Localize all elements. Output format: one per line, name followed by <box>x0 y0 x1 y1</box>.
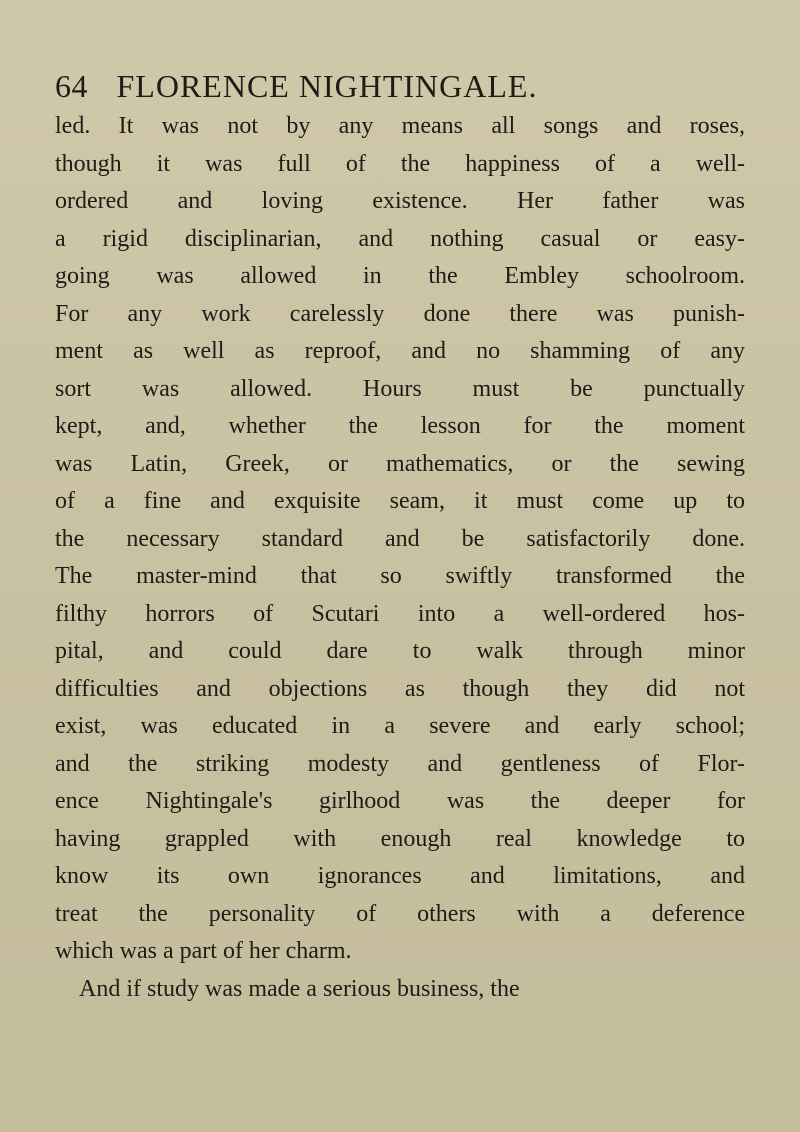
text-line: led. It was not by any means all songs and roses, <box>55 113 745 139</box>
page-number: 64 <box>55 68 88 104</box>
body-text <box>55 108 745 1008</box>
text-line: having grappled with enough real knowledge to <box>55 825 745 852</box>
text-line: ordered and loving existence. Her father was <box>55 188 745 214</box>
text-line: treat the personality of others with a deference <box>55 900 745 927</box>
text-line: was Latin, Greek, or mathematics, or the sewing <box>55 450 745 477</box>
text-line: of a fine and exquisite seam, it must come up to <box>55 488 745 514</box>
page-header <box>55 70 537 102</box>
text-line: know its own ignorances and limitations, and <box>55 863 745 889</box>
text-line: the necessary standard and be satisfactorily done. <box>55 525 745 552</box>
text-line: going was allowed in the Embley schoolroom. <box>55 263 745 289</box>
text-line: though it was full of the happiness of a well- <box>55 150 745 177</box>
text-line: filthy horrors of Scutari into a well-ordered hos- <box>55 600 745 627</box>
text-line: and the striking modesty and gentleness of Flor- <box>55 750 745 777</box>
text-line: The master-mind that so swiftly transformed the <box>55 563 745 589</box>
text-line: sort was allowed. Hours must be punctually <box>55 375 745 402</box>
text-line: For any work carelessly done there was punish- <box>55 300 745 327</box>
text-line: pital, and could dare to walk through minor <box>55 638 745 664</box>
text-line: ence Nightingale's girlhood was the deeper for <box>55 788 745 814</box>
running-title: FLORENCE NIGHTINGALE. <box>116 68 538 104</box>
text-line: ment as well as reproof, and no shamming of any <box>55 338 745 364</box>
text-line: a rigid disciplinarian, and nothing casual or easy- <box>55 225 745 252</box>
text-line: exist, was educated in a severe and early school; <box>55 713 745 739</box>
text-line: which was a part of her charm. <box>55 938 352 964</box>
text-line: kept, and, whether the lesson for the moment <box>55 413 745 439</box>
text-line: difficulties and objections as though they did not <box>55 675 745 702</box>
paragraph-start-line: And if study was made a serious business, the <box>79 975 520 1002</box>
